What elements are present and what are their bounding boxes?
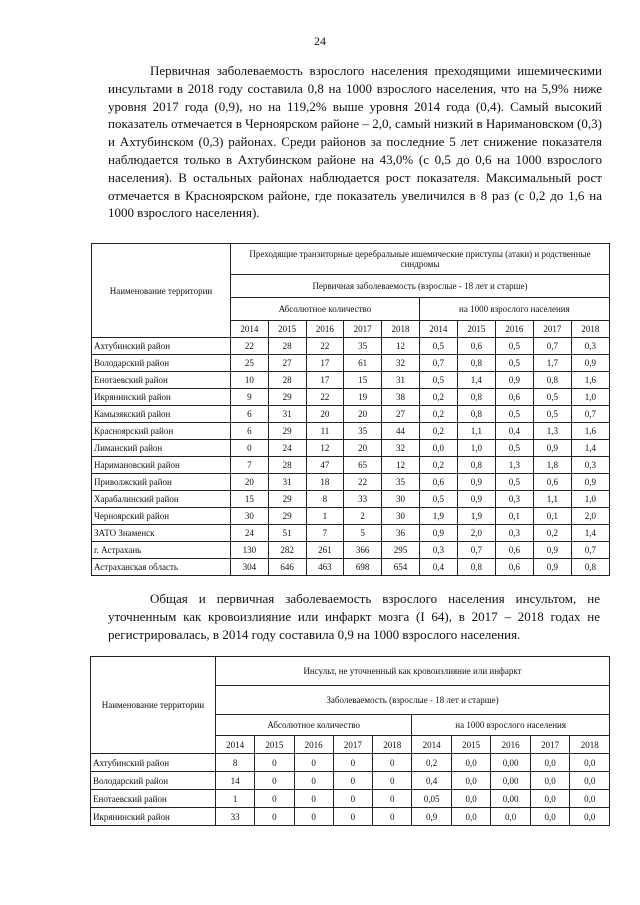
table-cell: 0,2 bbox=[419, 389, 457, 406]
territory-name: Ахтубинский район bbox=[92, 338, 231, 355]
table-cell: 0,8 bbox=[571, 559, 609, 576]
table-cell: 0,5 bbox=[419, 491, 457, 508]
table-cell: 0,3 bbox=[419, 542, 457, 559]
table-cell: 1,4 bbox=[457, 372, 495, 389]
table-cell: 11 bbox=[306, 423, 344, 440]
table-cell: 0,9 bbox=[457, 474, 495, 491]
year-header: 2018 bbox=[571, 321, 609, 338]
table-cell: 0,6 bbox=[419, 474, 457, 491]
table-cell: 0,0 bbox=[530, 754, 570, 772]
table-cell: 1,9 bbox=[419, 508, 457, 525]
abs-count-header: Абсолютное количество bbox=[216, 715, 412, 736]
table-cell: 0 bbox=[255, 754, 294, 772]
table-cell: 25 bbox=[231, 355, 269, 372]
year-header: 2016 bbox=[306, 321, 344, 338]
table-cell: 0 bbox=[373, 790, 412, 808]
table-row bbox=[92, 491, 610, 508]
table-row bbox=[92, 423, 610, 440]
table-cell: 38 bbox=[382, 389, 420, 406]
table-row bbox=[92, 372, 610, 389]
table-cell: 0,3 bbox=[571, 338, 609, 355]
table-cell: 0,5 bbox=[495, 338, 533, 355]
year-header: 2015 bbox=[457, 321, 495, 338]
table-row bbox=[92, 389, 610, 406]
table-cell: 0,5 bbox=[495, 474, 533, 491]
table-cell: 130 bbox=[231, 542, 269, 559]
table-cell: 2 bbox=[344, 508, 382, 525]
table-cell: 0,4 bbox=[419, 559, 457, 576]
paragraph-unspecified-stroke: Общая и первичная заболеваемость взрослого населения инсультом, не уточненным как кровоизлияние или инфаркт мозга (I 64), в 2017 – 2018 годах не регистрировалась, в 2014 году составила 0,9 на 1000 взрослого населения. bbox=[108, 591, 600, 642]
table-cell: 12 bbox=[382, 338, 420, 355]
table-cell: 0 bbox=[294, 808, 333, 826]
table-cell: 366 bbox=[344, 542, 382, 559]
table-cell: 1,0 bbox=[457, 440, 495, 457]
table-cell: 15 bbox=[231, 491, 269, 508]
table-cell: 51 bbox=[268, 525, 306, 542]
table-cell: 19 bbox=[344, 389, 382, 406]
table-cell: 1,4 bbox=[571, 525, 609, 542]
table-cell: 0 bbox=[255, 808, 294, 826]
table-cell: 0 bbox=[333, 772, 372, 790]
table-cell: 0 bbox=[255, 772, 294, 790]
table-cell: 0,7 bbox=[419, 355, 457, 372]
table-cell: 0 bbox=[333, 754, 372, 772]
table-cell: 0,8 bbox=[457, 559, 495, 576]
table-cell: 0,2 bbox=[419, 423, 457, 440]
table-cell: 0,2 bbox=[412, 754, 452, 772]
year-header: 2014 bbox=[419, 321, 457, 338]
table-cell: 31 bbox=[268, 474, 306, 491]
table-cell: 7 bbox=[306, 525, 344, 542]
table-cell: 1,7 bbox=[533, 355, 571, 372]
table-cell: 20 bbox=[306, 406, 344, 423]
table-row bbox=[91, 808, 610, 826]
table-cell: 20 bbox=[231, 474, 269, 491]
table-cell: 0,6 bbox=[495, 389, 533, 406]
table-cell: 0,6 bbox=[495, 559, 533, 576]
table-cell: 8 bbox=[216, 754, 255, 772]
table-cell: 0 bbox=[333, 808, 372, 826]
year-header: 2017 bbox=[333, 736, 372, 754]
table-cell: 1,3 bbox=[533, 423, 571, 440]
year-header: 2017 bbox=[533, 321, 571, 338]
territory-name: Камызякский район bbox=[92, 406, 231, 423]
table-cell: 698 bbox=[344, 559, 382, 576]
table-row bbox=[92, 559, 610, 576]
year-header: 2014 bbox=[412, 736, 452, 754]
table-cell: 2,0 bbox=[457, 525, 495, 542]
table-row bbox=[92, 474, 610, 491]
table-subtitle: Первичная заболеваемость (взрослые - 18 лет и старше) bbox=[231, 275, 610, 298]
table-cell: 20 bbox=[344, 406, 382, 423]
table-cell: 28 bbox=[268, 457, 306, 474]
table-cell: 29 bbox=[268, 423, 306, 440]
year-header: 2016 bbox=[294, 736, 333, 754]
territory-name: Ахтубинский район bbox=[91, 754, 216, 772]
table-row bbox=[92, 457, 610, 474]
table-cell: 0 bbox=[373, 772, 412, 790]
table-cell: 65 bbox=[344, 457, 382, 474]
territory-name: Харабалинский район bbox=[92, 491, 231, 508]
table-cell: 18 bbox=[306, 474, 344, 491]
table-cell: 36 bbox=[382, 525, 420, 542]
table-cell: 0,8 bbox=[457, 389, 495, 406]
table-cell: 1 bbox=[216, 790, 255, 808]
table-cell: 2,0 bbox=[571, 508, 609, 525]
table-cell: 0,0 bbox=[451, 790, 491, 808]
table-cell: 29 bbox=[268, 389, 306, 406]
table-cell: 0,5 bbox=[533, 389, 571, 406]
table-cell: 6 bbox=[231, 423, 269, 440]
year-header: 2016 bbox=[495, 321, 533, 338]
table-cell: 0,0 bbox=[530, 808, 570, 826]
table-cell: 0,7 bbox=[571, 542, 609, 559]
territory-header: Наименование территории bbox=[91, 657, 216, 754]
year-header: 2015 bbox=[451, 736, 491, 754]
year-header: 2016 bbox=[491, 736, 531, 754]
table-cell: 17 bbox=[306, 372, 344, 389]
table-cell: 31 bbox=[382, 372, 420, 389]
table-cell: 1,0 bbox=[571, 389, 609, 406]
table-cell: 29 bbox=[268, 508, 306, 525]
territory-name: Володарский район bbox=[92, 355, 231, 372]
table-cell: 463 bbox=[306, 559, 344, 576]
table-cell: 1,3 bbox=[495, 457, 533, 474]
table-cell: 0,0 bbox=[451, 808, 491, 826]
table-cell: 14 bbox=[216, 772, 255, 790]
territory-name: Наримановский район bbox=[92, 457, 231, 474]
table-cell: 0,9 bbox=[419, 525, 457, 542]
territory-name: Енотаевский район bbox=[91, 790, 216, 808]
table-cell: 0,7 bbox=[533, 338, 571, 355]
table-cell: 17 bbox=[306, 355, 344, 372]
table-cell: 0,1 bbox=[495, 508, 533, 525]
table-cell: 0,8 bbox=[457, 355, 495, 372]
table-title: Преходящие транзиторные церебральные ишемические приступы (атаки) и родственные синдромы bbox=[231, 244, 610, 275]
table-cell: 0,5 bbox=[419, 338, 457, 355]
table-unspecified-stroke bbox=[90, 656, 610, 826]
table-cell: 20 bbox=[344, 440, 382, 457]
table-cell: 1,4 bbox=[571, 440, 609, 457]
table-cell: 12 bbox=[382, 457, 420, 474]
table-cell: 0 bbox=[294, 790, 333, 808]
territory-name: Икрянинский район bbox=[92, 389, 231, 406]
territory-name: ЗАТО Знаменск bbox=[92, 525, 231, 542]
table-cell: 0,1 bbox=[533, 508, 571, 525]
table-cell: 0,00 bbox=[491, 790, 531, 808]
table-cell: 27 bbox=[268, 355, 306, 372]
table-cell: 10 bbox=[231, 372, 269, 389]
table-cell: 1 bbox=[306, 508, 344, 525]
rate-header: на 1000 взрослого населения bbox=[419, 298, 609, 321]
table-cell: 0,8 bbox=[457, 406, 495, 423]
table-cell: 0,4 bbox=[412, 772, 452, 790]
year-header: 2014 bbox=[216, 736, 255, 754]
table-cell: 0,3 bbox=[495, 491, 533, 508]
table-cell: 28 bbox=[268, 372, 306, 389]
table-row bbox=[92, 406, 610, 423]
table-cell: 0,0 bbox=[570, 790, 610, 808]
table-cell: 15 bbox=[344, 372, 382, 389]
territory-name: Приволжский район bbox=[92, 474, 231, 491]
table-row bbox=[92, 440, 610, 457]
table-cell: 0,0 bbox=[451, 754, 491, 772]
table-cell: 0 bbox=[294, 754, 333, 772]
table-cell: 654 bbox=[382, 559, 420, 576]
rate-header: на 1000 взрослого населения bbox=[412, 715, 610, 736]
table-cell: 1,1 bbox=[533, 491, 571, 508]
territory-header: Наименование территории bbox=[92, 244, 231, 338]
table-cell: 35 bbox=[344, 338, 382, 355]
table-cell: 0,2 bbox=[533, 525, 571, 542]
table-cell: 1,1 bbox=[457, 423, 495, 440]
table-cell: 0,0 bbox=[530, 790, 570, 808]
table-cell: 6 bbox=[231, 406, 269, 423]
table-cell: 0,2 bbox=[419, 406, 457, 423]
table-cell: 1,6 bbox=[571, 372, 609, 389]
table-cell: 0,5 bbox=[419, 372, 457, 389]
table-cell: 295 bbox=[382, 542, 420, 559]
table-cell: 0,0 bbox=[451, 772, 491, 790]
table-cell: 0 bbox=[255, 790, 294, 808]
table-row bbox=[91, 754, 610, 772]
table-cell: 29 bbox=[268, 491, 306, 508]
table-cell: 0,9 bbox=[533, 559, 571, 576]
year-header: 2018 bbox=[382, 321, 420, 338]
table-cell: 22 bbox=[231, 338, 269, 355]
table-row bbox=[91, 772, 610, 790]
year-header: 2018 bbox=[373, 736, 412, 754]
abs-count-header: Абсолютное количество bbox=[231, 298, 420, 321]
table-cell: 0,7 bbox=[571, 406, 609, 423]
table-cell: 32 bbox=[382, 355, 420, 372]
table-cell: 22 bbox=[306, 389, 344, 406]
table-cell: 0,0 bbox=[570, 772, 610, 790]
table-cell: 0 bbox=[231, 440, 269, 457]
paragraph-transient-ischemic: Первичная заболеваемость взрослого населения преходящими ишемическими инсультами в 2018 году составила 0,8 на 1000 взрослого населения, что на 5,9% ниже уровня 2017 года (0,9), но на 119,2% выше уровня 2014 года (0,4). Самый высокий показатель отмечается в Черноярском районе – 2,0, самый низкий в Наримановском (0,3) и Ахтубинском (0,3) районах. Среди районов за последние 5 лет снижение показателя наблюдается только в Ахтубинском районе на 43,0% (с 0,5 до 0,6 на 1000 взрослого населения). В остальных районах наблюдается рост показателя. Максимальный рост отмечается в Красноярском районе, где показатель увеличился в 8 раз (с 0,2 до 1,6 на 1000 взрослого населения). bbox=[108, 63, 602, 221]
table-cell: 0,4 bbox=[495, 423, 533, 440]
table-cell: 30 bbox=[382, 508, 420, 525]
table-cell: 9 bbox=[231, 389, 269, 406]
table-cell: 30 bbox=[231, 508, 269, 525]
table-cell: 61 bbox=[344, 355, 382, 372]
table-cell: 1,9 bbox=[457, 508, 495, 525]
table-row bbox=[92, 338, 610, 355]
table-cell: 0,00 bbox=[491, 772, 531, 790]
territory-name: Икрянинский район bbox=[91, 808, 216, 826]
table-cell: 0,00 bbox=[491, 754, 531, 772]
year-header: 2014 bbox=[231, 321, 269, 338]
table-cell: 35 bbox=[344, 423, 382, 440]
table-cell: 0,0 bbox=[491, 808, 531, 826]
table-cell: 0,3 bbox=[571, 457, 609, 474]
table-cell: 0,0 bbox=[419, 440, 457, 457]
table-cell: 0,7 bbox=[457, 542, 495, 559]
territory-name: Енотаевский район bbox=[92, 372, 231, 389]
table-title: Инсульт, не уточненный как кровоизлияние или инфаркт bbox=[216, 657, 610, 686]
year-header: 2017 bbox=[530, 736, 570, 754]
table-cell: 24 bbox=[268, 440, 306, 457]
table-cell: 28 bbox=[268, 338, 306, 355]
table-row bbox=[91, 790, 610, 808]
table-cell: 0,9 bbox=[571, 474, 609, 491]
table-cell: 0,9 bbox=[495, 372, 533, 389]
table-row bbox=[92, 355, 610, 372]
table-cell: 0,2 bbox=[419, 457, 457, 474]
table-row bbox=[92, 508, 610, 525]
table-cell: 0,5 bbox=[495, 440, 533, 457]
table-cell: 261 bbox=[306, 542, 344, 559]
table-cell: 0,3 bbox=[495, 525, 533, 542]
territory-name: Красноярский район bbox=[92, 423, 231, 440]
table-cell: 32 bbox=[382, 440, 420, 457]
table-cell: 0 bbox=[294, 772, 333, 790]
table-cell: 12 bbox=[306, 440, 344, 457]
table-cell: 27 bbox=[382, 406, 420, 423]
table-cell: 0,9 bbox=[571, 355, 609, 372]
table-cell: 7 bbox=[231, 457, 269, 474]
table-cell: 0,0 bbox=[570, 808, 610, 826]
table-cell: 24 bbox=[231, 525, 269, 542]
table-cell: 33 bbox=[344, 491, 382, 508]
year-header: 2017 bbox=[344, 321, 382, 338]
territory-name: Володарский район bbox=[91, 772, 216, 790]
table-cell: 0,8 bbox=[533, 372, 571, 389]
table-cell: 0 bbox=[333, 790, 372, 808]
table-cell: 30 bbox=[382, 491, 420, 508]
table-cell: 0,9 bbox=[533, 542, 571, 559]
table-cell: 304 bbox=[231, 559, 269, 576]
table-row bbox=[92, 542, 610, 559]
table-cell: 0,05 bbox=[412, 790, 452, 808]
table-cell: 0,5 bbox=[495, 406, 533, 423]
table-subtitle: Заболеваемость (взрослые - 18 лет и старше) bbox=[216, 686, 610, 715]
territory-name: г. Астрахань bbox=[92, 542, 231, 559]
table-cell: 1,6 bbox=[571, 423, 609, 440]
territory-name: Астраханская область bbox=[92, 559, 231, 576]
table-cell: 646 bbox=[268, 559, 306, 576]
table-cell: 22 bbox=[344, 474, 382, 491]
table-cell: 0,6 bbox=[457, 338, 495, 355]
table-cell: 1,0 bbox=[571, 491, 609, 508]
table-cell: 44 bbox=[382, 423, 420, 440]
year-header: 2015 bbox=[268, 321, 306, 338]
table-cell: 0,6 bbox=[533, 474, 571, 491]
table-cell: 0,9 bbox=[457, 491, 495, 508]
table-cell: 0,9 bbox=[533, 440, 571, 457]
table-cell: 282 bbox=[268, 542, 306, 559]
territory-name: Черноярский район bbox=[92, 508, 231, 525]
table-cell: 47 bbox=[306, 457, 344, 474]
table-cell: 0,9 bbox=[412, 808, 452, 826]
table-cell: 0,0 bbox=[530, 772, 570, 790]
page-number: 24 bbox=[314, 34, 326, 48]
table-cell: 35 bbox=[382, 474, 420, 491]
table-row bbox=[92, 525, 610, 542]
year-header: 2018 bbox=[570, 736, 610, 754]
table-cell: 8 bbox=[306, 491, 344, 508]
table-cell: 0 bbox=[373, 808, 412, 826]
table-cell: 1,8 bbox=[533, 457, 571, 474]
table-cell: 0,5 bbox=[495, 355, 533, 372]
table-cell: 22 bbox=[306, 338, 344, 355]
year-header: 2015 bbox=[255, 736, 294, 754]
table-cell: 0 bbox=[373, 754, 412, 772]
table-cell: 5 bbox=[344, 525, 382, 542]
table-cell: 33 bbox=[216, 808, 255, 826]
table-transient-ischemic-attacks bbox=[91, 243, 610, 576]
table-cell: 0,8 bbox=[457, 457, 495, 474]
table-cell: 0,5 bbox=[533, 406, 571, 423]
table-cell: 0,6 bbox=[495, 542, 533, 559]
territory-name: Лиманский район bbox=[92, 440, 231, 457]
table-cell: 0,0 bbox=[570, 754, 610, 772]
table-cell: 31 bbox=[268, 406, 306, 423]
